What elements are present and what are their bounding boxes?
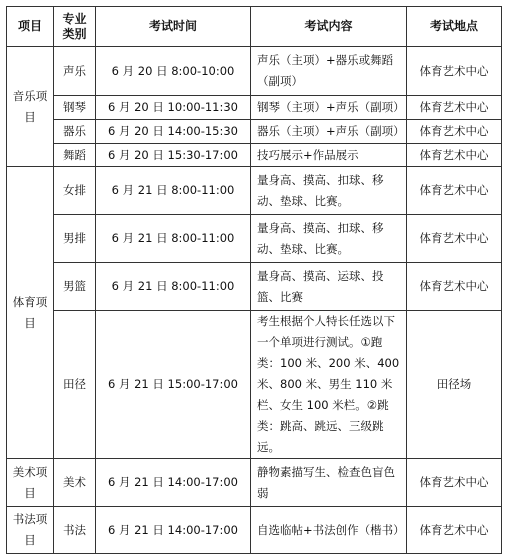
- time-cell: 6 月 20 日 14:00-15:30: [96, 120, 251, 144]
- time-cell: 6 月 21 日 15:00-17:00: [96, 311, 251, 459]
- content-cell: 器乐（主项）+声乐（副项）: [251, 120, 407, 144]
- location-cell: 体育艺术中心: [407, 167, 502, 215]
- content-cell: 考生根据个人特长任选以下一个单项进行测试。①跑类：100 米、200 米、400 米、800 米、男生 110 米栏、女生 100 米栏。②跳类：跳高、跳远、三级跳远。: [251, 311, 407, 459]
- content-cell: 量身高、摸高、运球、投篮、比赛: [251, 263, 407, 311]
- content-cell: 声乐（主项）+器乐或舞蹈（副项）: [251, 47, 407, 96]
- time-cell: 6 月 21 日 14:00-17:00: [96, 459, 251, 507]
- location-cell: 体育艺术中心: [407, 47, 502, 96]
- location-cell: 体育艺术中心: [407, 96, 502, 120]
- group-calligraphy: 书法项目: [7, 507, 54, 554]
- table-row: [7, 167, 502, 215]
- location-cell: 田径场: [407, 311, 502, 459]
- table-row: [7, 215, 502, 263]
- content-cell: 量身高、摸高、扣球、移动、垫球、比赛。: [251, 167, 407, 215]
- location-cell: 体育艺术中心: [407, 459, 502, 507]
- time-cell: 6 月 20 日 10:00-11:30: [96, 96, 251, 120]
- category-cell: 男排: [54, 215, 96, 263]
- location-cell: 体育艺术中心: [407, 263, 502, 311]
- category-cell: 女排: [54, 167, 96, 215]
- content-cell: 技巧展示+作品展示: [251, 144, 407, 167]
- location-cell: 体育艺术中心: [407, 507, 502, 554]
- category-cell: 声乐: [54, 47, 96, 96]
- content-cell: 自选临帖+书法创作（楷书）: [251, 507, 407, 554]
- category-cell: 美术: [54, 459, 96, 507]
- location-cell: 体育艺术中心: [407, 215, 502, 263]
- table-row: [7, 96, 502, 120]
- group-music: 音乐项目: [7, 47, 54, 167]
- table-row: [7, 144, 502, 167]
- table-row: [7, 459, 502, 507]
- time-cell: 6 月 20 日 8:00-10:00: [96, 47, 251, 96]
- header-content: 考试内容: [251, 7, 407, 47]
- exam-schedule-table: [6, 6, 502, 554]
- time-cell: 6 月 21 日 8:00-11:00: [96, 263, 251, 311]
- location-cell: 体育艺术中心: [407, 144, 502, 167]
- time-cell: 6 月 21 日 8:00-11:00: [96, 167, 251, 215]
- content-cell: 静物素描写生、检查色盲色弱: [251, 459, 407, 507]
- group-art: 美术项目: [7, 459, 54, 507]
- table-row: [7, 263, 502, 311]
- category-cell: 男篮: [54, 263, 96, 311]
- header-row: [7, 7, 502, 47]
- location-cell: 体育艺术中心: [407, 120, 502, 144]
- header-location: 考试地点: [407, 7, 502, 47]
- header-project: 项目: [7, 7, 54, 47]
- category-cell: 田径: [54, 311, 96, 459]
- content-cell: 量身高、摸高、扣球、移动、垫球、比赛。: [251, 215, 407, 263]
- group-sports: 体育项目: [7, 167, 54, 459]
- table-row: [7, 507, 502, 554]
- table-row: [7, 311, 502, 459]
- time-cell: 6 月 20 日 15:30-17:00: [96, 144, 251, 167]
- header-category: 专业类别: [54, 7, 96, 47]
- category-cell: 舞蹈: [54, 144, 96, 167]
- time-cell: 6 月 21 日 14:00-17:00: [96, 507, 251, 554]
- category-cell: 钢琴: [54, 96, 96, 120]
- category-cell: 书法: [54, 507, 96, 554]
- content-cell: 钢琴（主项）+声乐（副项）: [251, 96, 407, 120]
- header-time: 考试时间: [96, 7, 251, 47]
- category-cell: 器乐: [54, 120, 96, 144]
- time-cell: 6 月 21 日 8:00-11:00: [96, 215, 251, 263]
- table-row: [7, 47, 502, 96]
- table-row: [7, 120, 502, 144]
